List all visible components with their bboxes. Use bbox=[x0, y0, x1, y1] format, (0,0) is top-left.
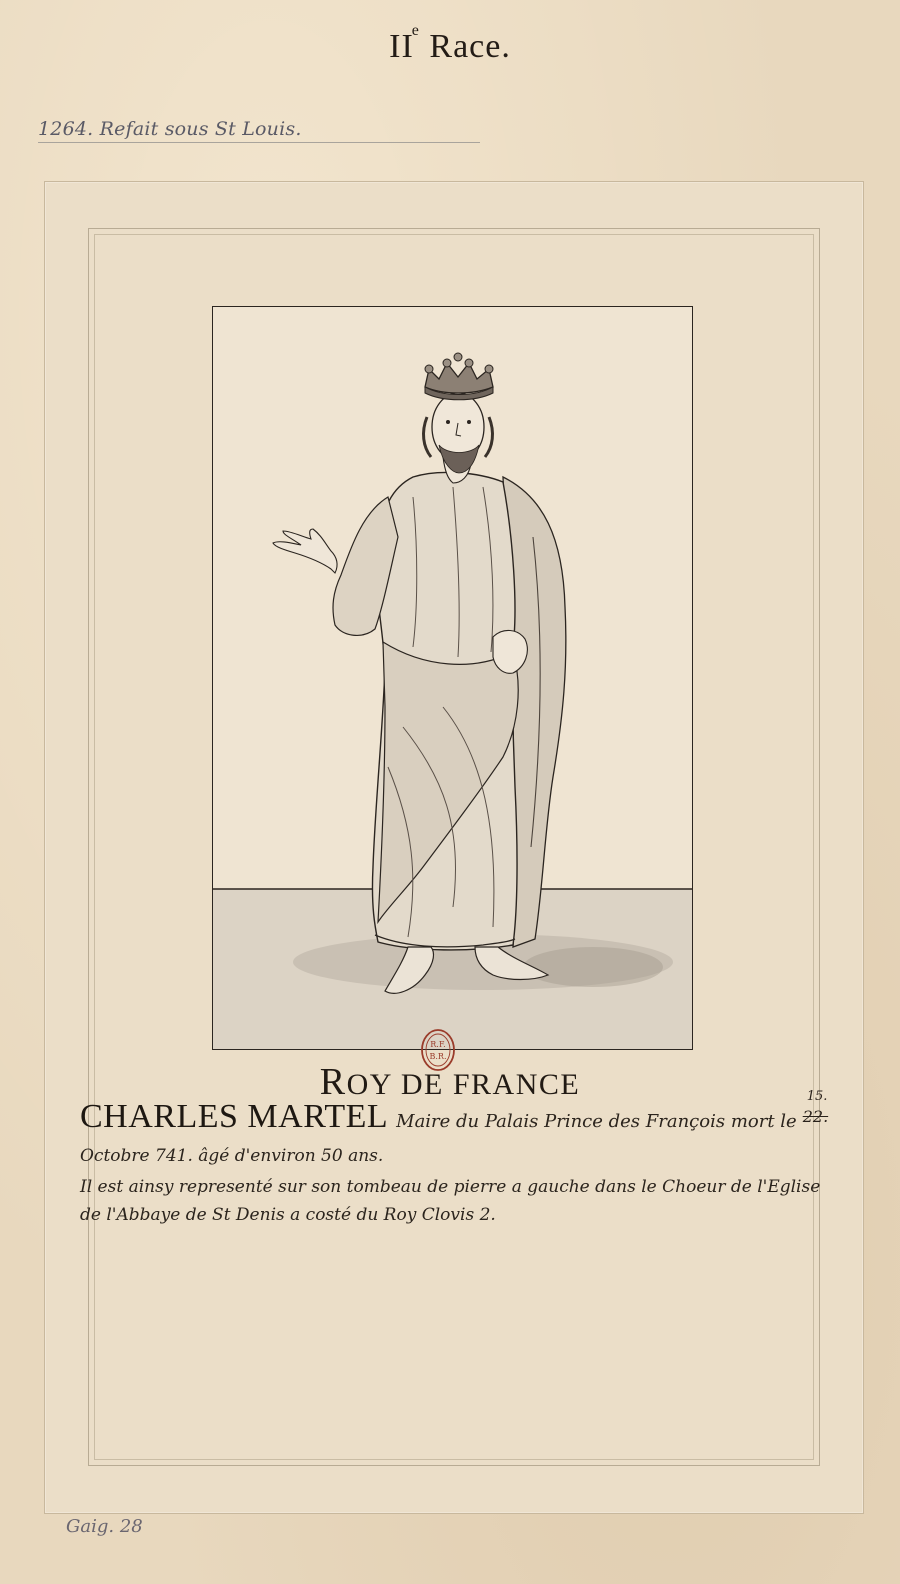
death-day bbox=[802, 1089, 829, 1129]
caption-line-1 bbox=[80, 1089, 829, 1136]
title-rest: OY DE FRANCE bbox=[346, 1068, 581, 1101]
race-numeral: II bbox=[389, 28, 414, 65]
crowned-king-engraving-icon bbox=[213, 307, 692, 1049]
shelfmark: Gaig. 28 bbox=[66, 1516, 143, 1537]
stamp-text-top: R.F. bbox=[430, 1040, 446, 1049]
annotation-note: 1264. Refait sous St Louis. bbox=[38, 118, 302, 140]
race-word: Race. bbox=[429, 28, 511, 65]
king-name: CHARLES MARTEL bbox=[80, 1098, 389, 1135]
death-day-struck: 22. bbox=[802, 1107, 829, 1126]
caption-text-1: Maire du Palais Prince des François mort le bbox=[396, 1111, 797, 1132]
title-initial: R bbox=[319, 1061, 347, 1103]
stamp-text-bottom: B.R. bbox=[429, 1052, 447, 1061]
caption-text-3: Il est ainsy representé sur son tombeau de pierre a gauche dans le Choeur de l'Eglise bbox=[80, 1177, 821, 1197]
annotation-underline bbox=[38, 142, 480, 143]
race-heading bbox=[0, 22, 900, 66]
death-day-corrected: 15. bbox=[806, 1089, 828, 1104]
race-superscript: e bbox=[411, 22, 420, 39]
caption-text-2: Octobre 741. âgé d'environ 50 ans. bbox=[80, 1146, 384, 1166]
caption-text-4: de l'Abbaye de St Denis a costé du Roy Clovis 2. bbox=[80, 1205, 496, 1225]
engraving-plate bbox=[212, 306, 693, 1050]
